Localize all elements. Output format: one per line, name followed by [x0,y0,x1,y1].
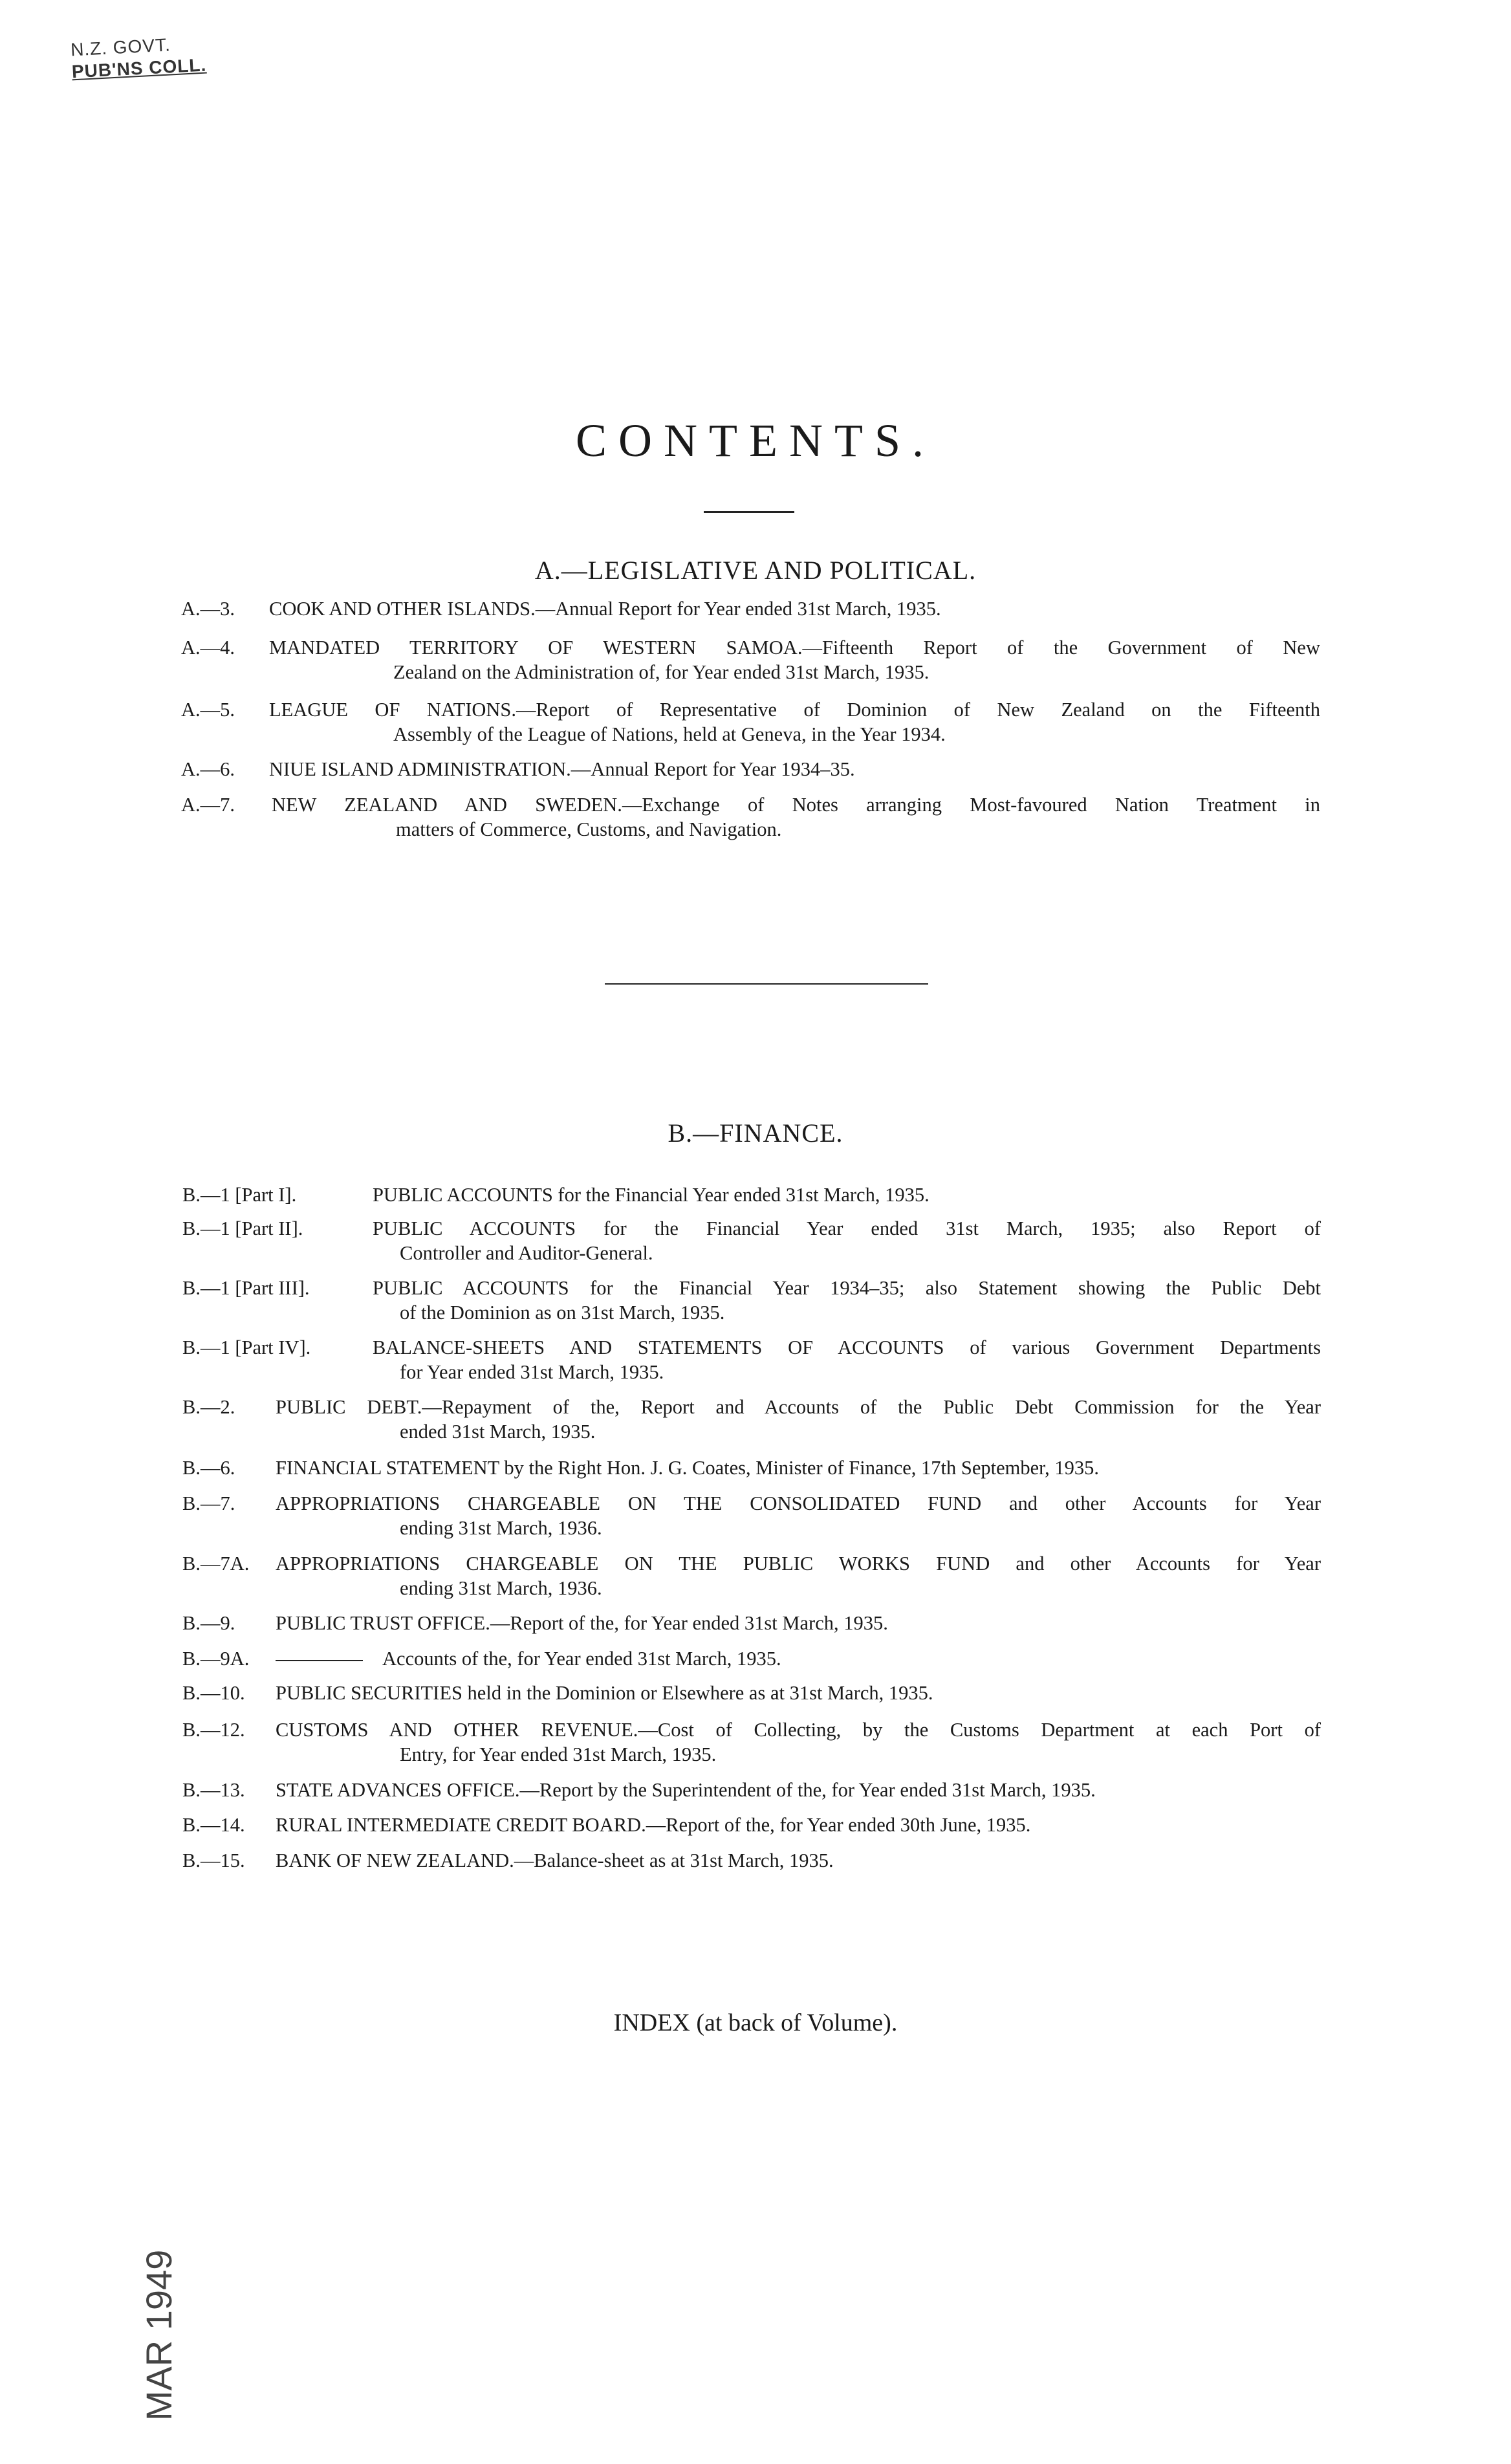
entry-code: B.—15. [182,1849,245,1871]
entry-code: B.—9A. [182,1648,250,1670]
page-title: CONTENTS. [576,415,935,466]
entry-continuation: for Year ended 31st March, 1935. [400,1361,664,1383]
entry-text: BANK OF NEW ZEALAND.—Balance-sheet as at 31st March, 1935. [276,1849,834,1871]
entry-text: PUBLIC TRUST OFFICE.—Report of the, for Year ended 31st March, 1935. [276,1612,888,1634]
entry-code: B.—1 [Part I]. [182,1184,297,1206]
entry-code: B.—1 [Part II]. [182,1217,303,1239]
entry-code: B.—1 [Part III]. [182,1277,310,1299]
entry-text: PUBLIC ACCOUNTS for the Financial Year ended 31st March, 1935. [373,1184,929,1206]
title-rule [704,511,794,513]
entry-text: STATE ADVANCES OFFICE.—Report by the Superintendent of the, for Year ended 31st March, 1935. [276,1779,1096,1801]
entry-continuation: Assembly of the League of Nations, held at Geneva, in the Year 1934. [393,723,946,745]
entry-code: B.—1 [Part IV]. [182,1336,311,1358]
entry-continuation: Controller and Auditor-General. [400,1242,653,1264]
entry-continuation: matters of Commerce, Customs, and Navigation. [396,818,782,840]
section-b-heading: B.—FINANCE. [668,1118,843,1148]
ditto-dash [276,1660,363,1661]
stamp-line-2: PUB'NS COLL. [71,54,207,82]
date-stamp: MAR 1949 [138,2249,179,2421]
entry-text-content: Accounts of the, for Year ended 31st March, 1935. [382,1648,781,1670]
entry-text: APPROPRIATIONS CHARGEABLE ON THE PUBLIC WORKS FUND and other Accounts for Year [276,1553,1321,1575]
entry-code: B.—6. [182,1457,235,1479]
entry-text: NEW ZEALAND AND SWEDEN.—Exchange of Notes arranging Most-favoured Nation Treatment in [272,794,1320,816]
entry-text: LEAGUE OF NATIONS.—Report of Representative of Dominion of New Zealand on the Fifteenth [269,699,1320,721]
stamp-line-1: N.Z. GOVT. [70,34,171,60]
entry-code: B.—14. [182,1814,245,1836]
entry-code: B.—10. [182,1682,245,1704]
entry-text: CUSTOMS AND OTHER REVENUE.—Cost of Collecting, by the Customs Department at each Port of [276,1719,1321,1741]
section-divider [605,983,928,985]
entry-code: B.—13. [182,1779,245,1801]
entry-text: MANDATED TERRITORY OF WESTERN SAMOA.—Fifteenth Report of the Government of New [269,637,1320,659]
entry-code: A.—6. [181,758,235,780]
entry-code: B.—9. [182,1612,235,1634]
entry-code: B.—7. [182,1492,235,1514]
index-note: INDEX (at back of Volume). [613,2009,898,2036]
entry-code: B.—7A. [182,1553,250,1575]
entry-continuation: ending 31st March, 1936. [400,1517,602,1539]
entry-text: APPROPRIATIONS CHARGEABLE ON THE CONSOLIDATED FUND and other Accounts for Year [276,1492,1321,1514]
entry-code: B.—2. [182,1396,235,1418]
entry-code: A.—5. [181,699,235,721]
entry-text: BALANCE-SHEETS AND STATEMENTS OF ACCOUNTS of various Government Departments [373,1336,1321,1358]
entry-text: PUBLIC ACCOUNTS for the Financial Year ended 31st March, 1935; also Report of [373,1217,1321,1239]
entry-text: PUBLIC DEBT.—Repayment of the, Report and Accounts of the Public Debt Commission for the Year [276,1396,1321,1418]
entry-text: PUBLIC ACCOUNTS for the Financial Year 1934–35; also Statement showing the Public Debt [373,1277,1321,1299]
entry-text: COOK AND OTHER ISLANDS.—Annual Report for Year ended 31st March, 1935. [269,598,941,620]
entry-continuation: Zealand on the Administration of, for Year ended 31st March, 1935. [393,661,929,683]
entry-code: B.—12. [182,1719,245,1741]
entry-text: RURAL INTERMEDIATE CREDIT BOARD.—Report of the, for Year ended 30th June, 1935. [276,1814,1031,1836]
entry-code: A.—4. [181,637,235,659]
entry-continuation: Entry, for Year ended 31st March, 1935. [400,1743,717,1765]
library-stamp [70,32,207,83]
entry-text: PUBLIC SECURITIES held in the Dominion or Elsewhere as at 31st March, 1935. [276,1682,933,1704]
entry-code: A.—7. [181,794,235,816]
entry-continuation: of the Dominion as on 31st March, 1935. [400,1302,725,1324]
section-a-heading: A.—LEGISLATIVE AND POLITICAL. [534,556,977,585]
entry-continuation: ending 31st March, 1936. [400,1577,602,1599]
entry-text: FINANCIAL STATEMENT by the Right Hon. J. G. Coates, Minister of Finance, 17th September, 1935. [276,1457,1099,1479]
entry-continuation: ended 31st March, 1935. [400,1421,596,1443]
entry-text [276,1646,1321,1671]
entry-text: NIUE ISLAND ADMINISTRATION.—Annual Report for Year 1934–35. [269,758,855,780]
entry-code: A.—3. [181,598,235,620]
